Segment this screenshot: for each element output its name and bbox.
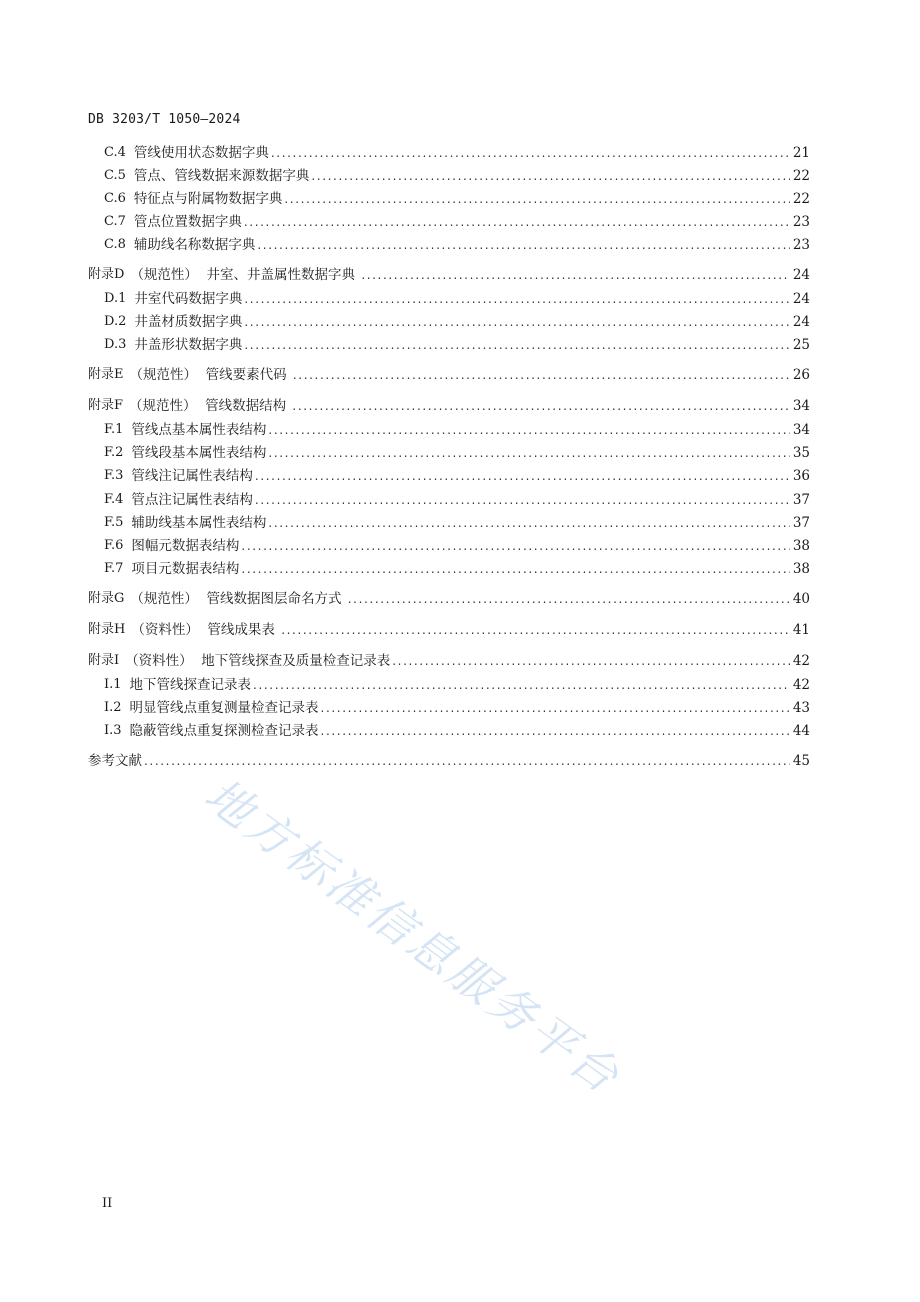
toc-entry-title: 井盖形状数据字典 [134,337,243,353]
toc-entry-d3[interactable] [104,335,810,355]
toc-entry-page: 44 [792,723,810,739]
toc-entry-page: 25 [792,337,810,353]
toc-leader-dots [293,365,790,385]
toc-entry-page: 26 [792,367,810,383]
toc-entry-f4[interactable] [104,490,810,510]
toc-entry-title: 管线使用状态数据字典 [133,145,269,161]
toc-entry-c6[interactable] [104,189,810,209]
toc-entry-title: 管线点基本属性表结构 [131,422,267,438]
toc-entry-code: F.4 [104,492,124,507]
toc-entry-title: （规范性） 管线数据图层命名方式 [130,591,346,607]
toc-entry-page: 37 [792,492,810,508]
toc-entry-code: C.6 [104,191,126,206]
toc-entry-appendix-g[interactable] [88,589,810,609]
toc-entry-f3[interactable] [104,466,810,486]
toc-entry-title: 管点注记属性表结构 [131,492,253,508]
toc-entry-d2[interactable] [104,312,810,332]
toc-entry-title: 井盖材质数据字典 [134,314,243,330]
toc-entry-i2[interactable] [104,698,810,718]
toc-leader-dots [241,536,790,556]
toc-leader-dots [244,289,790,309]
toc-entry-code: C.8 [104,237,126,252]
toc-entry-f7[interactable] [104,559,810,579]
toc-entry-appendix-e[interactable] [88,365,810,385]
toc-entry-title: （规范性） 管线要素代码 [129,367,291,383]
toc-entry-code: D.2 [104,314,127,329]
toc-leader-dots [268,513,790,533]
toc-entry-page: 38 [792,561,810,577]
toc-entry-title: 井室代码数据字典 [134,291,243,307]
toc-entry-code: I.3 [104,723,122,738]
toc-leader-dots [144,751,790,771]
toc-entry-code: 附录E [88,367,124,382]
toc-entry-title: 辅助线基本属性表结构 [131,515,267,531]
toc-entry-f5[interactable] [104,513,810,533]
toc-entry-page: 34 [792,422,810,438]
toc-entry-title: 地下管线探查记录表 [129,677,252,693]
toc-leader-dots [257,235,790,255]
toc-entry-i3[interactable] [104,721,810,741]
toc-entry-code: 附录D [88,267,125,282]
toc-leader-dots [255,490,790,510]
page-number: II [102,1196,113,1211]
toc-leader-dots [268,443,790,463]
toc-entry-page: 42 [792,677,810,693]
toc-entry-code: F.1 [104,422,124,437]
toc-entry-appendix-h[interactable] [88,620,810,640]
toc-entry-code: 附录H [88,622,126,637]
toc-entry-title: 辅助线名称数据字典 [133,237,256,253]
toc-entry-code: 附录G [88,591,125,606]
toc-leader-dots [311,166,790,186]
toc-leader-dots [284,189,790,209]
toc-leader-dots [292,396,790,416]
toc-entry-title: 管线段基本属性表结构 [131,445,267,461]
toc-leader-dots [271,143,790,163]
toc-entry-page: 37 [792,515,810,531]
toc-entry-i1[interactable] [104,675,810,695]
toc-entry-title: （规范性） 管线数据结构 [129,398,291,414]
toc-leader-dots [268,420,790,440]
toc-entry-c5[interactable] [104,166,810,186]
toc-entry-page: 35 [792,445,810,461]
toc-entry-appendix-i[interactable] [88,651,810,671]
toc-entry-code: I.2 [104,700,122,715]
toc-leader-dots [244,312,790,332]
toc-entry-code: F.7 [104,561,124,576]
toc-entry-code: F.3 [104,468,124,483]
toc-entry-page: 36 [792,468,810,484]
toc-leader-dots [348,589,790,609]
toc-entry-page: 38 [792,538,810,554]
toc-entry-page: 40 [792,591,810,607]
toc-entry-code: D.3 [104,337,127,352]
toc-leader-dots [392,651,790,671]
toc-leader-dots [241,559,790,579]
toc-leader-dots [253,675,790,695]
toc-leader-dots [361,265,790,285]
toc-entry-title: （资料性） 地下管线探查及质量检查记录表 [125,653,391,669]
toc-leader-dots [281,620,790,640]
toc-entry-appendix-f[interactable] [88,396,810,416]
toc-entry-page: 22 [792,168,810,184]
toc-entry-page: 34 [792,398,810,414]
toc-leader-dots [321,698,790,718]
toc-entry-references[interactable] [88,751,810,771]
toc-entry-title: 图幅元数据表结构 [131,538,240,554]
toc-entry-page: 24 [792,267,810,283]
watermark: 地方标准信息服务平台 [194,767,632,1105]
toc-entry-page: 24 [792,291,810,307]
toc-entry-page: 23 [792,214,810,230]
toc-entry-code: F.5 [104,515,124,530]
toc-entry-code: F.6 [104,538,124,553]
toc-entry-title: 管点、管线数据来源数据字典 [133,168,310,184]
toc-entry-f6[interactable] [104,536,810,556]
toc-entry-page: 24 [792,314,810,330]
document-id: DB 3203/T 1050—2024 [88,112,241,127]
toc-leader-dots [244,212,790,232]
toc-entry-title: 项目元数据表结构 [131,561,240,577]
toc-entry-code: C.4 [104,145,126,160]
toc-entry-code: 附录I [88,653,120,668]
toc-entry-c7[interactable] [104,212,810,232]
toc-entry-page: 42 [792,653,810,669]
toc-entry-page: 21 [792,145,810,161]
toc-entry-page: 23 [792,237,810,253]
toc-leader-dots [321,721,790,741]
toc-entry-code: C.5 [104,168,126,183]
toc-entry-title: 隐蔽管线点重复探测检查记录表 [129,723,319,739]
toc-entry-d1[interactable] [104,289,810,309]
toc-entry-page: 41 [792,622,810,638]
toc-entry-title: 明显管线点重复测量检查记录表 [129,700,319,716]
toc-entry-page: 22 [792,191,810,207]
toc-entry-f1[interactable] [104,420,810,440]
toc-entry-page: 43 [792,700,810,716]
toc-entry-f2[interactable] [104,443,810,463]
toc-entry-appendix-d[interactable] [88,265,810,285]
toc-entry-title: 特征点与附属物数据字典 [133,191,283,207]
toc-entry-code: F.2 [104,445,124,460]
toc-entry-code: 附录F [88,398,124,413]
toc-entry-code: D.1 [104,291,127,306]
toc-entry-title: （规范性） 井室、井盖属性数据字典 [130,267,360,283]
toc-entry-c4[interactable] [104,143,810,163]
toc-entry-title: 管线注记属性表结构 [131,468,253,484]
toc-entry-title: （资料性） 管线成果表 [131,622,280,638]
toc-entry-code: I.1 [104,677,122,692]
toc-leader-dots [255,466,790,486]
toc-entry-title: 参考文献 [88,753,142,769]
toc-entry-code: C.7 [104,214,126,229]
toc-entry-page: 45 [792,753,810,769]
toc-leader-dots [244,335,790,355]
toc-entry-c8[interactable] [104,235,810,255]
toc-entry-title: 管点位置数据字典 [133,214,242,230]
